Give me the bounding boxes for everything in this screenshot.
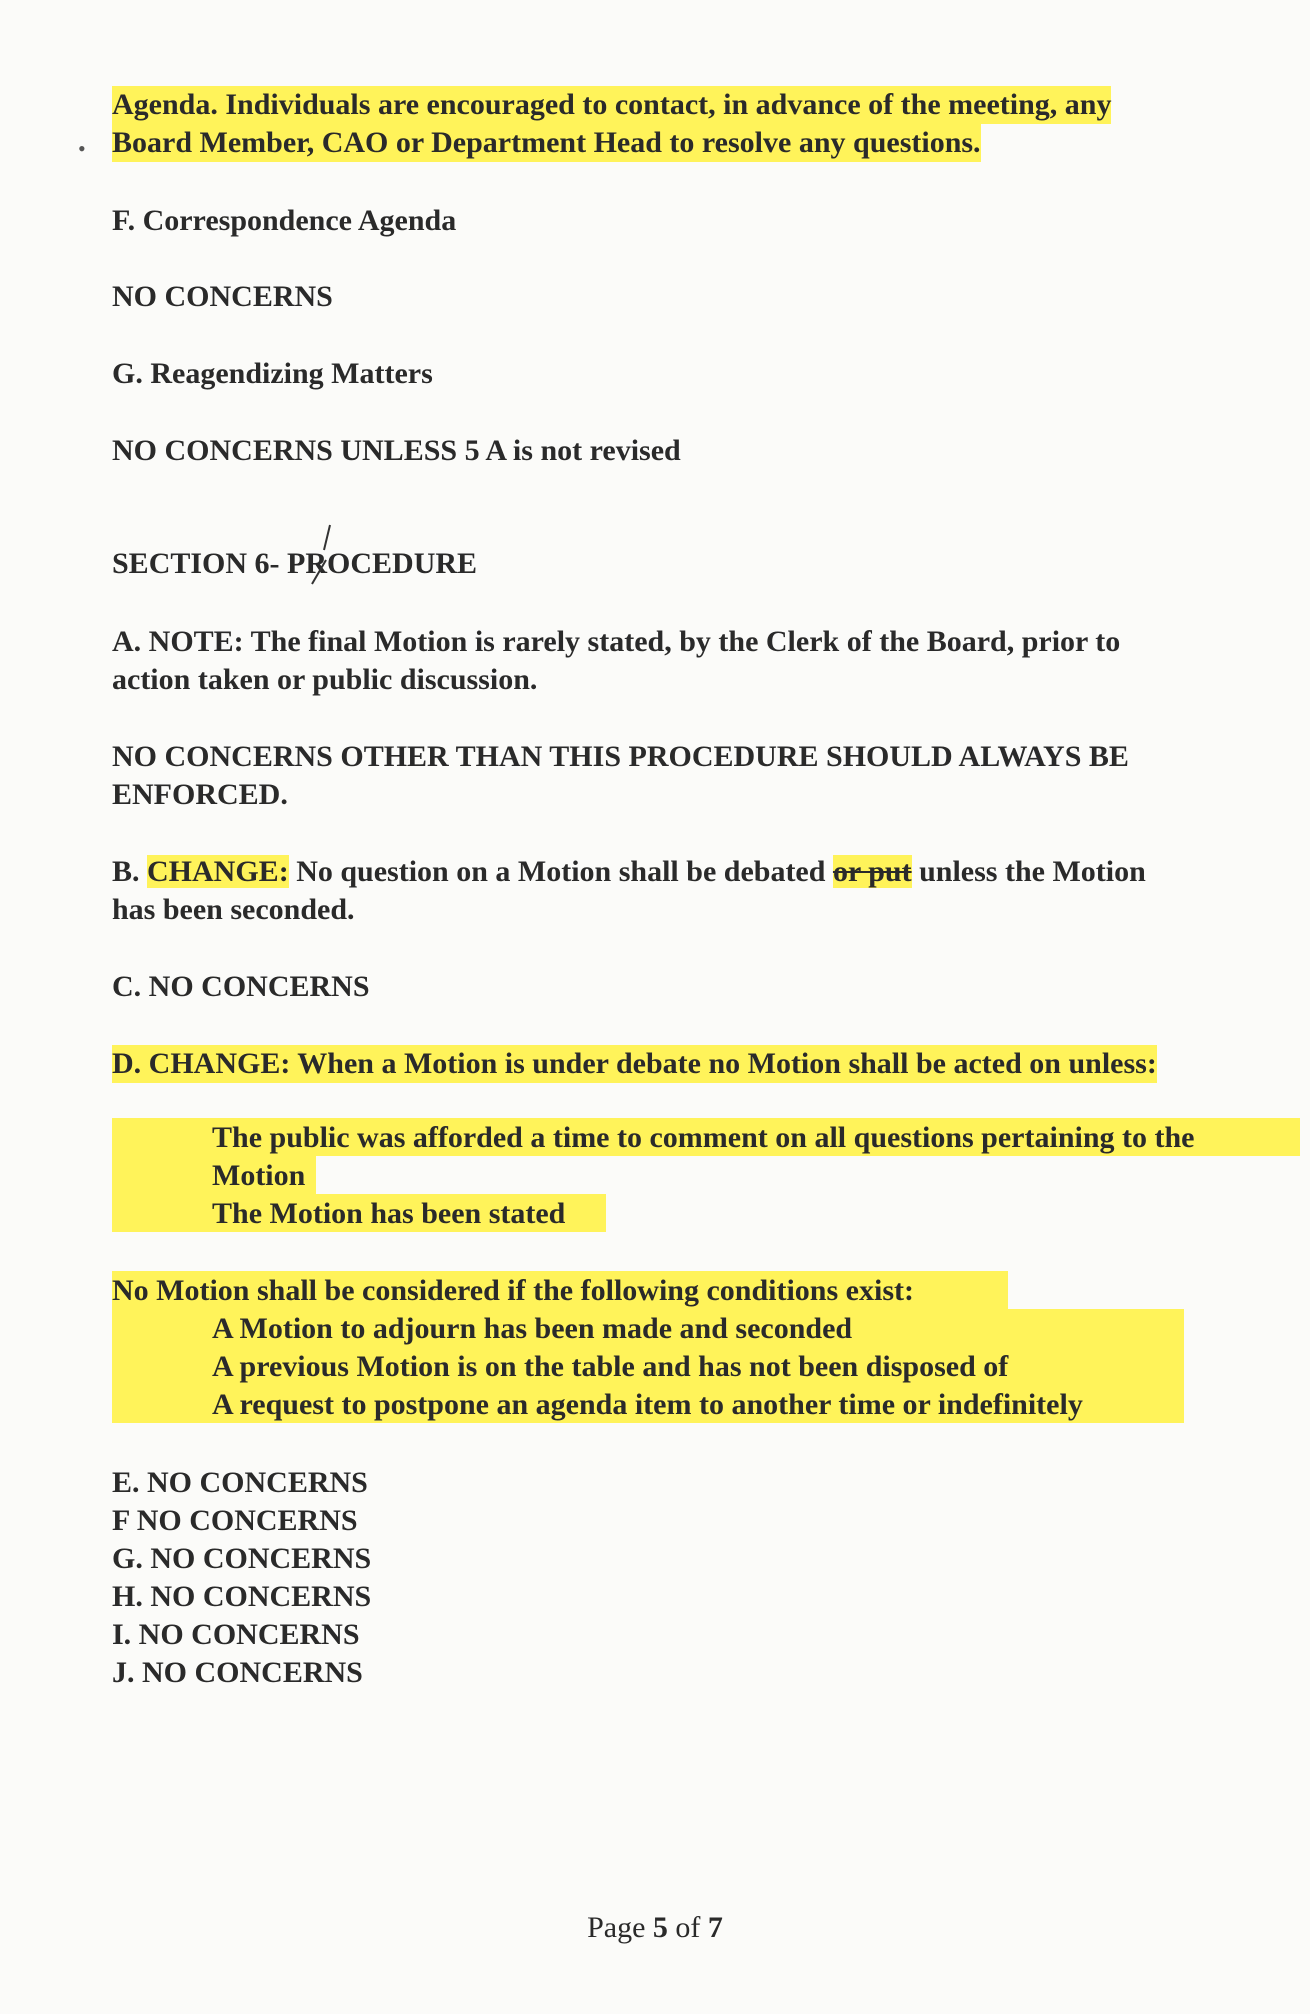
section-6b-line-2: has been seconded. [112, 893, 355, 926]
remaining-f: F NO CONCERNS [112, 1504, 358, 1537]
section-6a-line-2: action taken or public discussion. [112, 663, 538, 696]
page-label: Page [587, 1911, 646, 1944]
condition-1: A Motion to adjourn has been made and seconded [212, 1312, 853, 1345]
section-6b-prefix: B. [112, 855, 140, 888]
condition-2: A previous Motion is on the table and has not been disposed of [212, 1350, 1009, 1383]
remaining-j: J. NO CONCERNS [112, 1656, 363, 1689]
section-f-note: NO CONCERNS [112, 280, 333, 313]
section-6a-note-line-2: ENFORCED. [112, 778, 288, 811]
section-6b-struck-text: or put [832, 855, 912, 888]
intro-line-1: Agenda. Individuals are encouraged to contact, in advance of the meeting, any [112, 86, 1111, 124]
remaining-h: H. NO CONCERNS [112, 1580, 372, 1613]
no-motion-heading: No Motion shall be considered if the following conditions exist: [112, 1274, 914, 1307]
page-footer [0, 1908, 1310, 1948]
section-6d-item-1: The public was afforded a time to comment on all questions pertaining to the [212, 1121, 1195, 1154]
section-6a-note-line-1: NO CONCERNS OTHER THAN THIS PROCEDURE SHOULD ALWAYS BE [112, 740, 1129, 773]
pen-mark-icon [300, 520, 340, 590]
section-g-heading: G. Reagendizing Matters [112, 357, 433, 390]
section-6a-line-1: A. NOTE: The final Motion is rarely stated, by the Clerk of the Board, prior to [112, 625, 1121, 658]
intro-line-2: Board Member, CAO or Department Head to resolve any questions. [112, 124, 981, 162]
section-6b-rest: unless the Motion [919, 855, 1146, 888]
remaining-e: E. NO CONCERNS [112, 1466, 368, 1499]
section-6b-text: No question on a Motion shall be debated [296, 855, 826, 888]
section-6c: C. NO CONCERNS [112, 970, 370, 1003]
page-total: 7 [707, 1911, 723, 1944]
section-6d-item-3: The Motion has been stated [212, 1197, 566, 1230]
remaining-i: I. NO CONCERNS [112, 1618, 360, 1651]
page-number: 5 [652, 1911, 668, 1944]
section-6-title: SECTION 6- PROCEDURE [112, 547, 478, 580]
section-6d-heading: D. CHANGE: When a Motion is under debate no Motion shall be acted on unless: [112, 1045, 1157, 1083]
section-6d-item-2: Motion [212, 1159, 306, 1192]
of-label: of [675, 1911, 701, 1944]
section-f-heading: F. Correspondence Agenda [112, 204, 457, 237]
scan-mark-icon: • [78, 136, 86, 161]
remaining-g: G. NO CONCERNS [112, 1542, 372, 1575]
section-6b-line-1 [112, 853, 1146, 891]
section-6b-change-label: CHANGE: [147, 855, 289, 888]
section-g-note: NO CONCERNS UNLESS 5 A is not revised [112, 434, 681, 467]
condition-3: A request to postpone an agenda item to another time or indefinitely [212, 1388, 1083, 1421]
